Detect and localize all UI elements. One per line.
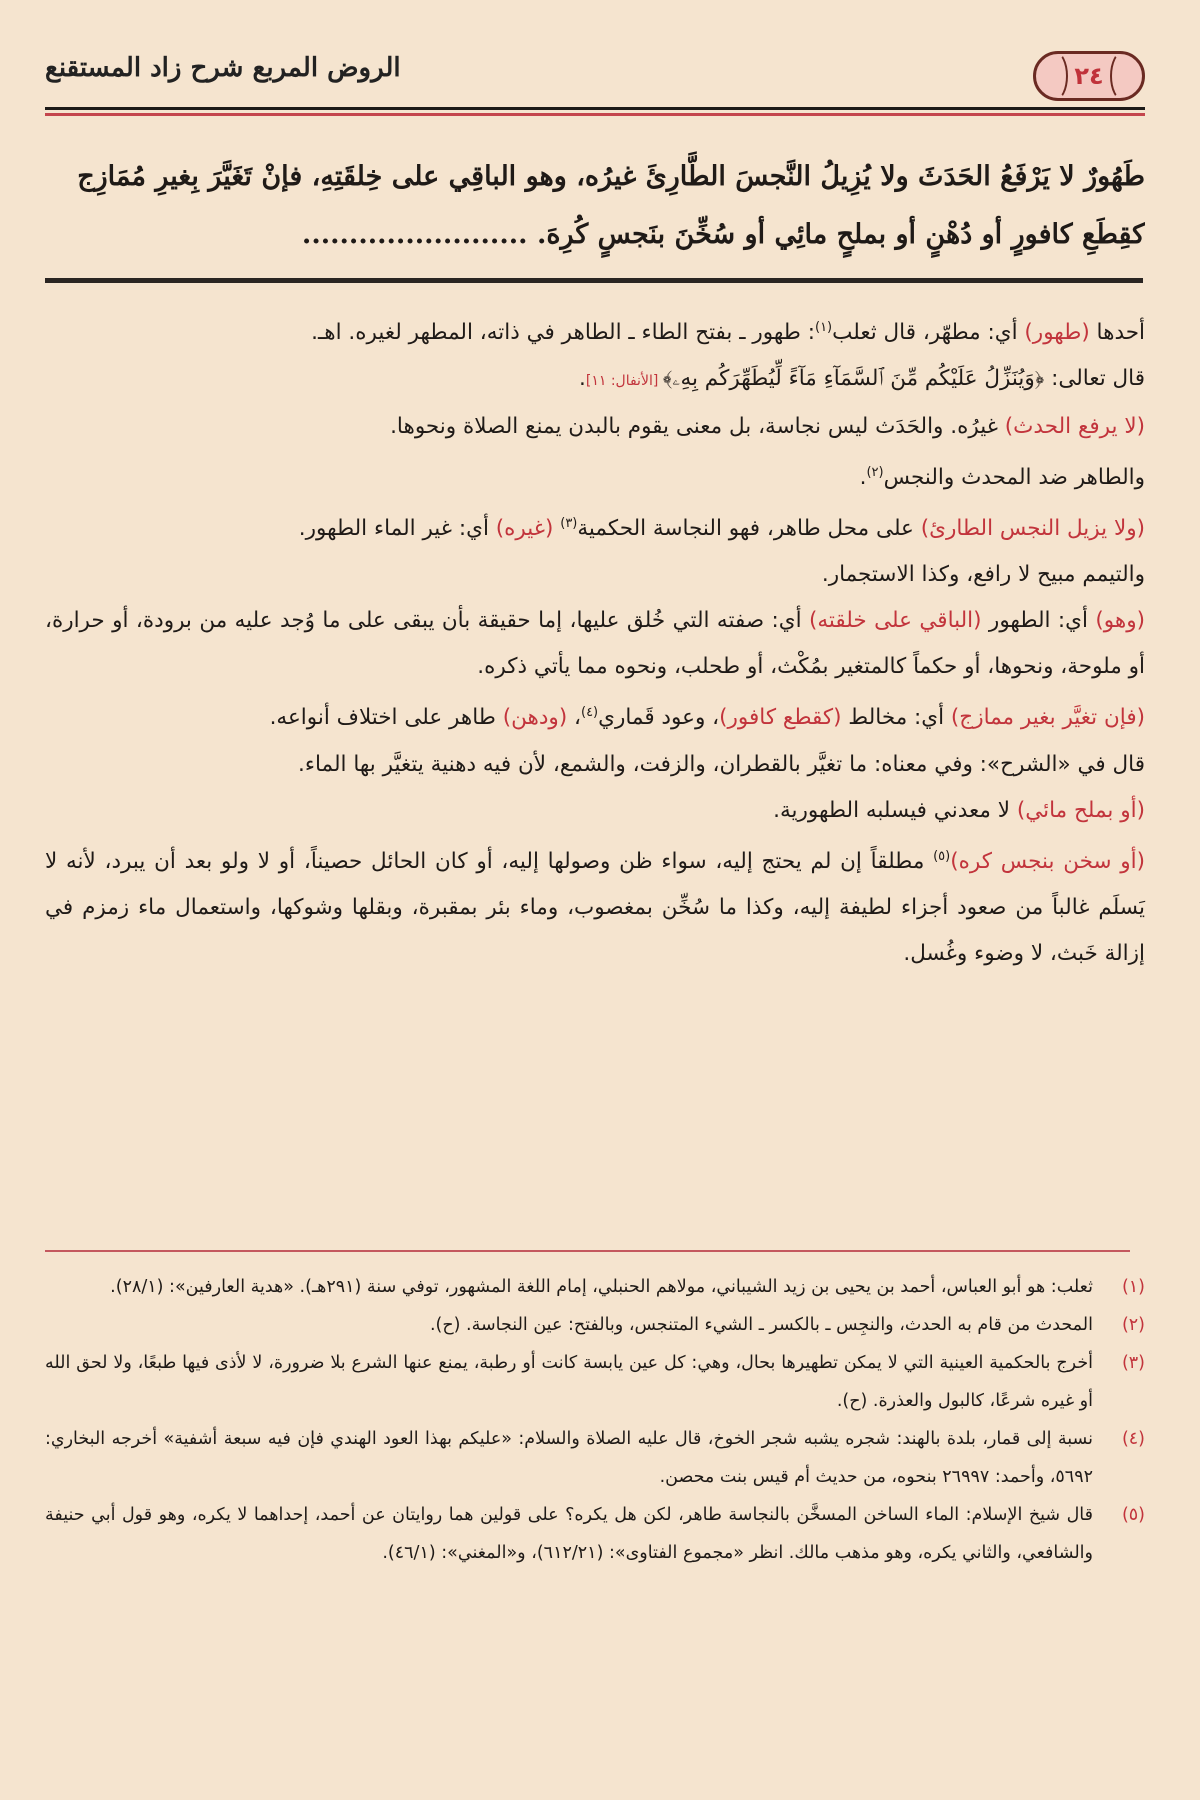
footnote-text: قال شيخ الإسلام: الماء الساخن المسخَّن بالنجاسة طاهر، لكن هل يكره؟ على قولين هما روايتان عن أحمد، إحداهما لا يكره، وهو قول أبي حنيفة والشافعي، والثاني يكره، وهو مذهب مالك. انظر «مجموع الفتاوى»: (٦١٢/٢١)، و«المغني»: (٤٦/١). [45,1505,1093,1563]
matn-quote: (لا يرفع الحدث) [1004,414,1145,440]
text: : طهور ـ بفتح الطاء ـ الطاهر في ذاته، المطهر لغيره. اهـ. [311,320,815,346]
page-header [45,45,1145,117]
footnote-number: (٣) [1121,1353,1145,1373]
text: على محل طاهر، فهو النجاسة الحكمية [577,516,921,542]
text: ، وعود قَماري [598,705,720,731]
matn-quote: (فإن تغيَّر بغير ممازج) [950,705,1145,731]
text: طاهر على اختلاف أنواعه. [269,705,503,731]
sharh-paragraph-10 [45,788,1145,834]
footnote-number: (٢) [1121,1315,1145,1335]
quran-verse: ﴿وَيُنَزِّلُ عَلَيْكُم مِّنَ ٱلسَّمَآءِ مَآءً لِّيُطَهِّرَكُم بِهِۦ﴾ [662,366,1045,392]
sharh-paragraph-4 [45,450,1145,501]
text: . [579,366,586,392]
footnote-ref-3[interactable]: (٣) [560,516,578,532]
sharh-paragraph-2 [45,356,1145,404]
matn-dots: ........................ [301,219,528,250]
footnote-1 [45,1268,1145,1306]
footnote-ref-1[interactable]: (١) [814,320,833,335]
footnote-ref-2[interactable]: (٢) [866,465,884,481]
page-number-badge [1033,51,1145,101]
matn-quote: (طهور) [1024,320,1090,346]
footnote-5 [45,1496,1145,1572]
text: أي: صفته التي خُلق عليها، إما حقيقة بأن يبقى على ما وُجد عليه من برودة، أو حرارة، أو ملوحة، ونحوها، أو حكماً كالمتغير بمُكْث، أو طحلب، ونحوه مما يأتي ذكره. [45,608,1145,680]
matn-quote: (الباقي على خلقته) [808,608,982,634]
footnote-text: نسبة إلى قمار، بلدة بالهند: شجره يشبه شجر الخوخ، قال عليه الصلاة والسلام: «عليكم بهذا العود الهندي فإن فيه سبعة أشفية» أخرجه البخاري: ٥٦٩٢، وأحمد: ٢٦٩٩٧ بنحوه، من حديث أم قيس بنت محصن. [45,1429,1093,1487]
footnote-3 [45,1344,1145,1420]
header-rule-black [45,107,1145,110]
footnote-ref-5[interactable]: (٥) [933,848,951,864]
matn-text [45,148,1145,264]
matn-quote: (كقطع كافور) [719,705,842,731]
footnote-number: (٤) [1121,1429,1145,1449]
sharh-paragraph-5 [45,501,1145,552]
sharh-commentary [45,305,1145,977]
matn-quote: (ولا يزيل النجس الطارئ) [920,516,1145,542]
matn-line-2 [45,206,1145,264]
matn-line-2-text: كقِطَعِ كافورٍ أو دُهْنٍ أو بملحٍ مائِي أو سُخِّنَ بنَجسٍ كُرِهَ. [536,219,1145,250]
matn-quote: (وهو) [1095,608,1145,634]
matn-divider [45,278,1143,283]
sharh-paragraph-7 [45,598,1145,690]
header-rule-red [45,113,1145,116]
matn-quote: (أو بملح مائي) [1016,797,1145,823]
matn-quote: (غيره) [495,516,561,542]
text: والطاهر ضد المحدث والنجس [883,465,1145,491]
text: أي: مخالط [841,705,951,731]
text: لا معدني فيسلبه الطهورية. [773,797,1017,823]
running-title: الروض المربع شرح زاد المستقنع [45,53,401,83]
footnote-number: (٥) [1121,1505,1145,1525]
sharh-paragraph-8 [45,690,1145,741]
text: أي: مطهّر، قال ثعلب [832,320,1025,346]
page-number: ٢٤ [1074,62,1104,90]
text: مطلقاً إن لم يحتج إليه، سواء ظن وصولها إليه، أو كان الحائل حصيناً، أو لا ولو بعد أن يبرد، لأنه لا يَسلَم غالباً من صعود أجزاء لطيفة إليه، وكذا ما سُخِّن بمغصوب، وماء بئر بمقبرة، وبقلها وشوكها، واستعمال ماء زمزم في إزالة خَبث، لا وضوء وغُسل. [45,848,1145,966]
matn-quote: (ودهن) [502,705,568,731]
text: ، [567,705,581,731]
sharh-paragraph-6: والتيمم مبيح لا رافع، وكذا الاستجمار. [821,562,1145,588]
footnote-text: أخرج بالحكمية العينية التي لا يمكن تطهيرها بحال، وهي: كل عين يابسة كانت أو رطبة، يمنع عنها الشرع بلا ضرورة، لا لأذى فيها طبعًا، ولا لحق الله أو غيره شرعًا، كالبول والعذرة. (ح). [45,1353,1093,1411]
text: . [859,465,867,491]
text: أحدها [1089,320,1145,346]
footnote-4 [45,1420,1145,1496]
sharh-paragraph-1 [45,305,1145,356]
footnotes [45,1268,1145,1572]
footnote-text: المحدث من قام به الحدث، والنجِس ـ بالكسر ـ الشيء المتنجس، وبالفتح: عين النجاسة. (ح). [429,1315,1093,1335]
verse-reference: [الأنفال: ١١] [585,373,663,390]
footnote-divider [45,1250,1130,1252]
matn-quote: (أو سخن بنجس كره) [950,848,1145,874]
text: قال تعالى: [1044,366,1145,392]
text: أي: الطهور [981,608,1096,634]
footnote-text: ثعلب: هو أبو العباس، أحمد بن يحيى بن زيد الشيباني، مولاهم الحنبلي، إمام اللغة المشهور، توفي سنة (٢٩١هـ). «هدية العارفين»: (٢٨/١). [110,1277,1093,1297]
sharh-paragraph-11 [45,834,1145,977]
footnote-number: (١) [1121,1277,1145,1297]
footnote-2 [45,1306,1145,1344]
sharh-paragraph-9: قال في «الشرح»: وفي معناه: ما تغيَّر بالقطران، والزفت، والشمع، لأن فيه دهنية يتغيَّر بها الماء. [298,751,1145,777]
text: أي: غير الماء الطهور. [298,516,496,542]
matn-line-1: طَهُورٌ لا يَرْفَعُ الحَدَثَ ولا يُزِيلُ النَّجسَ الطَّارِئَ غيرُه، وهو الباقِي على خِلقَتِهِ، فإنْ تَغَيَّرَ بِغيرِ مُمَازِج [77,161,1145,192]
footnote-ref-4[interactable]: (٤) [580,705,599,721]
sharh-paragraph-3 [45,404,1145,450]
text: غيرُه. والحَدَث ليس نجاسة، بل معنى يقوم بالبدن يمنع الصلاة ونحوها. [390,414,1005,440]
